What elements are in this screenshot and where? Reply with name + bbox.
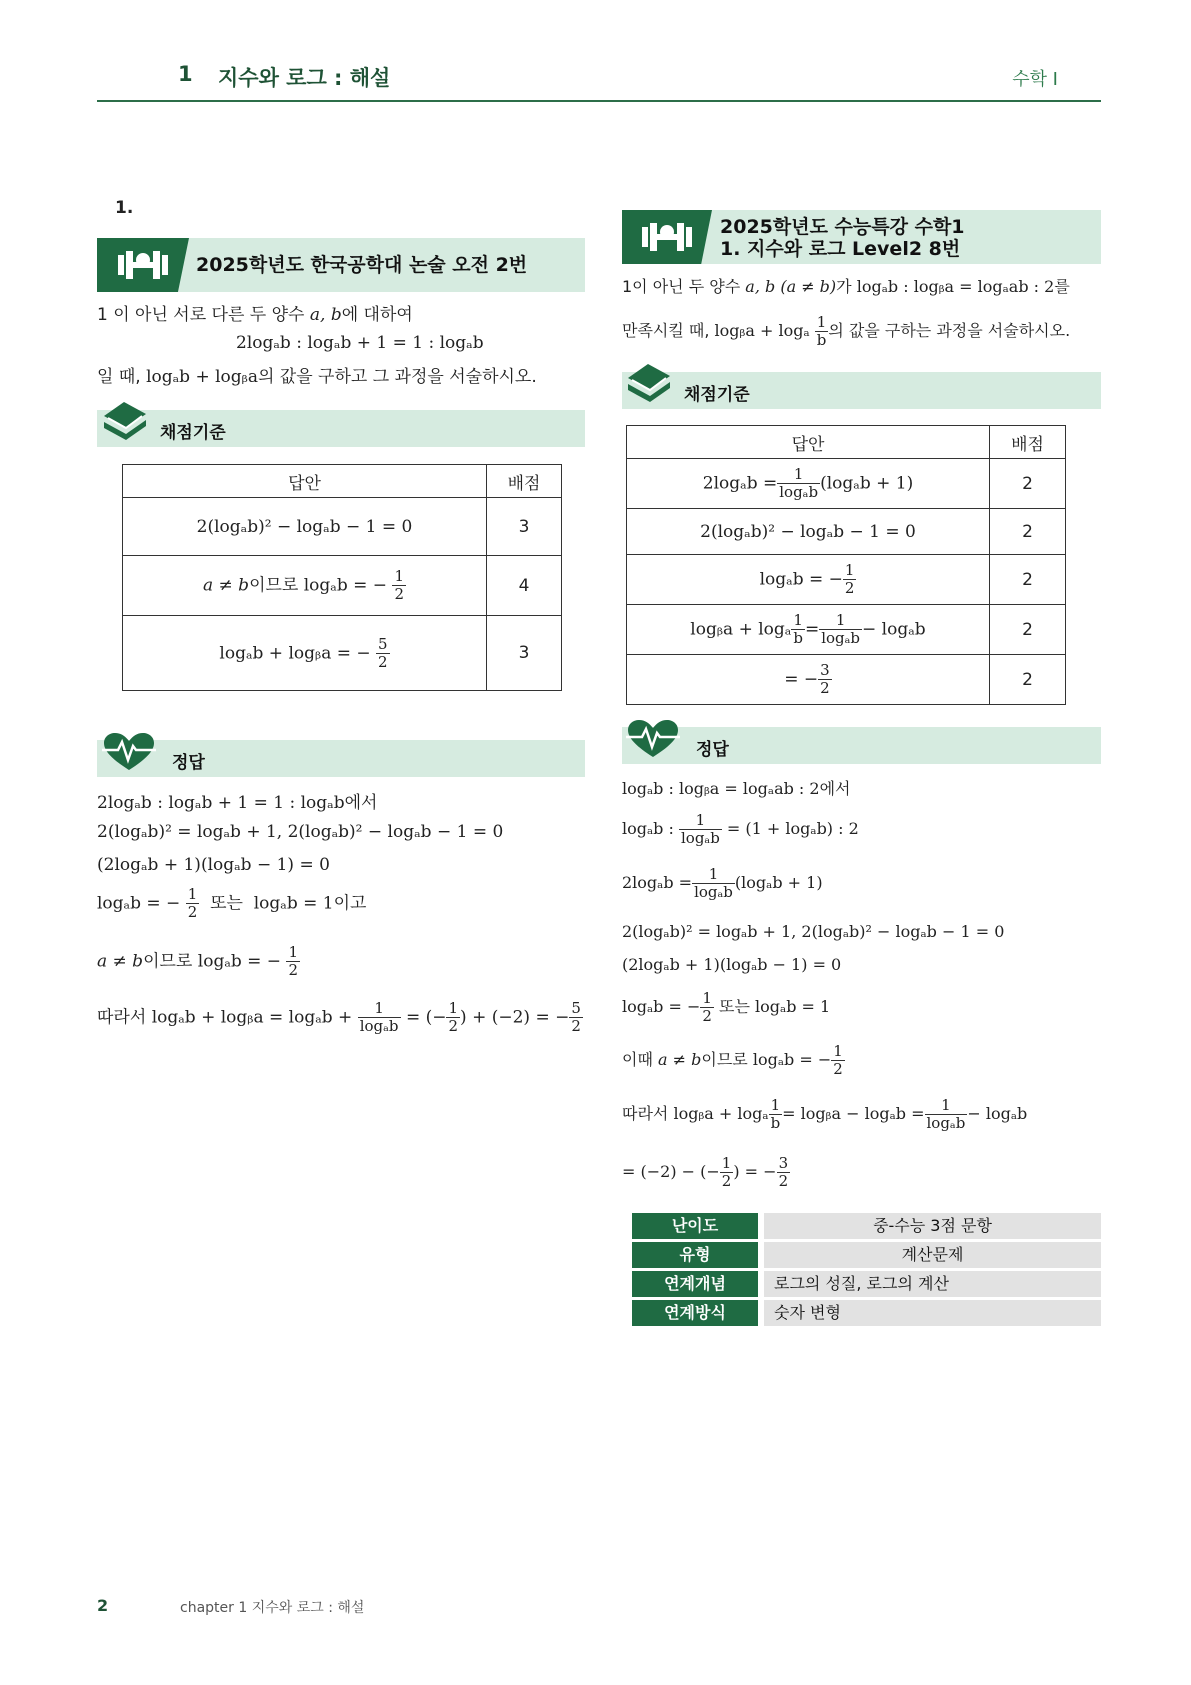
math: logᵦa + logₐ xyxy=(690,619,792,640)
info-row-concept xyxy=(632,1271,1101,1297)
math: logₐb : logᵦa = logₐab : 2 xyxy=(622,779,820,798)
text: 를 xyxy=(1054,277,1070,296)
numerator: 1 xyxy=(448,999,459,1017)
table-row xyxy=(627,555,1066,605)
table-cell xyxy=(123,556,487,616)
text: 또는 xyxy=(719,997,750,1016)
numerator: 1 xyxy=(692,866,735,884)
fraction xyxy=(358,1000,401,1035)
math: (logₐb + 1) xyxy=(820,473,914,494)
info-row-difficulty xyxy=(632,1213,1101,1239)
fraction xyxy=(446,1000,460,1035)
denominator: 2 xyxy=(820,679,830,697)
right-banner-title xyxy=(720,216,965,260)
heartbeat-icon xyxy=(100,732,158,776)
solution-line: 2(logₐb)² = logₐb + 1, 2(logₐb)² − logₐb − 1 = 0 xyxy=(97,822,504,842)
solution-line xyxy=(622,812,859,847)
table-cell xyxy=(627,459,990,509)
text: 에 대하여 xyxy=(341,305,413,325)
math: logₐb + logᵦa = logₐb + xyxy=(151,1007,353,1028)
denominator: 2 xyxy=(288,961,299,979)
fraction xyxy=(376,636,390,671)
denominator: 2 xyxy=(844,579,855,597)
math: ) = − xyxy=(733,1162,777,1181)
text: 이므로 xyxy=(249,575,299,596)
math: logₐb + logᵦa = − xyxy=(219,643,371,663)
solution-line xyxy=(622,990,830,1025)
numerator: 1 xyxy=(844,561,855,579)
denominator: logₐb xyxy=(680,829,720,847)
numerator: 3 xyxy=(778,1154,789,1172)
info-key: 연계방식 xyxy=(632,1300,758,1326)
text: 가 xyxy=(836,277,852,296)
denominator: 2 xyxy=(378,652,388,671)
table-header: 답안 xyxy=(123,465,487,498)
table-cell xyxy=(627,605,990,655)
text: 이때 xyxy=(622,1050,653,1069)
left-criteria-title: 채점기준 xyxy=(160,423,226,443)
solution-line: (2logₐb + 1)(logₐb − 1) = 0 xyxy=(622,955,842,974)
table-cell: 2 xyxy=(990,555,1066,605)
math: logₐb + logᵦa xyxy=(146,367,258,387)
table-cell xyxy=(627,655,990,705)
solution-line xyxy=(97,944,300,979)
math: 2logₐb : logₐb + 1 = 1 : logₐb xyxy=(97,793,345,813)
table-cell: 2 xyxy=(990,655,1066,705)
fraction xyxy=(569,1000,583,1035)
solution-line xyxy=(622,1043,845,1078)
solution-line: (2logₐb + 1)(logₐb − 1) = 0 xyxy=(97,855,330,875)
table-header: 배점 xyxy=(990,426,1066,459)
math: = − xyxy=(784,669,819,690)
subject-label: 수학 Ⅰ xyxy=(1012,69,1058,90)
numerator: 1 xyxy=(288,943,299,961)
denominator: logₐb xyxy=(821,629,861,647)
text: 따라서 xyxy=(97,1007,147,1028)
table-cell: 3 xyxy=(487,616,562,691)
info-key: 연계개념 xyxy=(632,1271,758,1297)
left-problem-equation: 2logₐb : logₐb + 1 = 1 : logₐb xyxy=(236,333,484,353)
denominator: 2 xyxy=(571,1017,581,1035)
info-key: 난이도 xyxy=(632,1213,758,1239)
table-header: 답안 xyxy=(627,426,990,459)
denominator: 2 xyxy=(778,1172,789,1190)
fraction xyxy=(700,990,714,1025)
fraction xyxy=(815,314,829,349)
table-row xyxy=(627,509,1066,555)
math: a, b (a ≠ b) xyxy=(745,277,837,296)
fraction xyxy=(791,612,805,647)
denominator: b xyxy=(793,629,803,647)
table-cell: 3 xyxy=(487,498,562,556)
book-icon xyxy=(100,398,150,448)
math: 2logₐb = xyxy=(702,473,778,494)
page-number: 2 xyxy=(97,1596,109,1615)
math: logₐb = − xyxy=(622,997,701,1016)
info-key: 유형 xyxy=(632,1242,758,1268)
numerator: 1 xyxy=(187,885,198,903)
fraction xyxy=(720,1155,734,1190)
denominator: 2 xyxy=(721,1172,732,1190)
denominator: 2 xyxy=(833,1060,843,1078)
left-grading-table xyxy=(122,464,562,691)
right-problem-line1 xyxy=(622,272,1070,302)
right-answer-band xyxy=(622,727,1101,764)
math: = xyxy=(804,619,820,640)
text: 따라서 xyxy=(622,1104,669,1123)
solution-line xyxy=(622,866,823,901)
numerator: 1 xyxy=(777,466,820,484)
left-problem-line1 xyxy=(97,300,413,330)
math: logₐb = 1 xyxy=(755,997,831,1016)
dumbbell-icon xyxy=(97,238,189,292)
numerator: 5 xyxy=(571,999,581,1017)
footer-text: chapter 1 지수와 로그 : 해설 xyxy=(180,1600,365,1616)
info-value: 중-수능 3점 문항 xyxy=(764,1213,1101,1239)
denominator: logₐb xyxy=(359,1017,399,1035)
table-cell: 4 xyxy=(487,556,562,616)
numerator: 1 xyxy=(702,989,712,1007)
info-value: 계산문제 xyxy=(764,1242,1101,1268)
solution-line xyxy=(622,776,851,799)
math: ) + (−2) = − xyxy=(460,1007,570,1028)
solution-line xyxy=(97,886,366,921)
numerator: 1 xyxy=(925,1097,968,1115)
table-cell: 2(logₐb)² − logₐb − 1 = 0 xyxy=(627,509,990,555)
solution-line xyxy=(97,1000,583,1035)
denominator: 2 xyxy=(448,1017,459,1035)
text: 일 때, xyxy=(97,367,141,387)
numerator: 1 xyxy=(358,1000,401,1018)
table-cell xyxy=(123,616,487,691)
dumbbell-icon xyxy=(622,210,712,264)
right-grading-table xyxy=(626,425,1066,705)
solution-line: 2(logₐb)² = logₐb + 1, 2(logₐb)² − logₐb − 1 = 0 xyxy=(622,922,1005,941)
math: logₐb : xyxy=(622,819,674,838)
info-row-type xyxy=(632,1242,1101,1268)
table-row xyxy=(627,459,1066,509)
left-banner xyxy=(97,238,585,292)
book-icon xyxy=(624,360,674,410)
fraction xyxy=(777,1155,791,1190)
text: 이므로 xyxy=(701,1050,748,1069)
left-banner-title: 2025학년도 한국공학대 논술 오전 2번 xyxy=(196,254,528,276)
table-row xyxy=(627,605,1066,655)
text: 에서 xyxy=(344,793,378,813)
fraction xyxy=(692,866,735,901)
banner-line: 1. 지수와 로그 Level2 8번 xyxy=(720,238,961,260)
numerator: 1 xyxy=(394,567,404,585)
right-answer-title: 정답 xyxy=(696,740,729,760)
numerator: 1 xyxy=(791,612,805,630)
math: logₐb = − xyxy=(752,1050,832,1069)
chapter-title: 지수와 로그 : 해설 xyxy=(218,66,391,90)
math: 2logₐb = xyxy=(622,873,693,892)
denominator: logₐb xyxy=(779,483,819,501)
text: 1이 아닌 두 양수 xyxy=(622,277,741,296)
right-banner xyxy=(622,210,1101,264)
numerator: 1 xyxy=(819,612,862,630)
fraction xyxy=(777,466,820,501)
numerator: 1 xyxy=(769,1097,783,1115)
math: − logₐb xyxy=(967,1104,1028,1123)
denominator: 2 xyxy=(187,903,198,921)
fraction xyxy=(392,568,406,603)
table-row xyxy=(627,655,1066,705)
text: 만족시킬 때, xyxy=(622,321,710,340)
numerator: 1 xyxy=(679,812,722,830)
table-row xyxy=(123,556,562,616)
table-header: 배점 xyxy=(487,465,562,498)
fraction xyxy=(843,562,857,597)
math: a ≠ b xyxy=(658,1050,702,1069)
fraction xyxy=(831,1043,845,1078)
table-cell xyxy=(627,555,990,605)
denominator: b xyxy=(816,331,827,349)
numerator: 1 xyxy=(721,1154,732,1172)
header-rule xyxy=(97,100,1101,102)
text: 의 값을 구하는 과정을 서술하시오. xyxy=(828,321,1071,340)
banner-line: 2025학년도 수능특강 수학1 xyxy=(720,216,965,238)
right-problem-line2 xyxy=(622,314,1070,349)
denominator: b xyxy=(770,1114,781,1132)
text: 또는 xyxy=(210,893,243,914)
table-cell: 2 xyxy=(990,509,1066,555)
left-answer-title: 정답 xyxy=(172,753,205,773)
numerator: 3 xyxy=(820,661,830,679)
solution-line xyxy=(622,1155,790,1190)
text: 에서 xyxy=(819,779,851,798)
math: a ≠ b xyxy=(202,575,250,596)
fraction xyxy=(769,1097,783,1132)
math: = (−2) − (− xyxy=(622,1162,720,1181)
math: − logₐb xyxy=(862,619,926,640)
text: 의 값을 구하고 그 과정을 서술하시오. xyxy=(257,367,537,387)
math: (logₐb + 1) xyxy=(734,873,823,892)
info-value: 로그의 성질, 로그의 계산 xyxy=(764,1271,1101,1297)
table-row xyxy=(123,616,562,691)
math: logᵦa + logₐ xyxy=(714,321,810,340)
math: = logᵦa − logₐb = xyxy=(782,1104,925,1123)
denominator: 2 xyxy=(702,1007,712,1025)
left-answer-band xyxy=(97,740,585,777)
fraction xyxy=(186,886,200,921)
math: a, b xyxy=(309,305,342,325)
denominator: 2 xyxy=(394,585,404,603)
left-problem-line2 xyxy=(97,362,537,392)
text: 이고 xyxy=(333,893,367,914)
math: = (− xyxy=(405,1007,447,1028)
table-row xyxy=(123,498,562,556)
math: = (1 + logₐb) : 2 xyxy=(726,819,859,838)
numerator: 1 xyxy=(815,314,829,332)
text: 이므로 xyxy=(143,951,193,972)
fraction xyxy=(819,612,862,647)
table-cell: 2 xyxy=(990,459,1066,509)
table-cell: 2(logₐb)² − logₐb − 1 = 0 xyxy=(123,498,487,556)
math: logₐb = − xyxy=(197,951,282,972)
text: 1 이 아닌 서로 다른 두 양수 xyxy=(97,305,305,325)
math: logₐb : logᵦa = logₐab : 2 xyxy=(856,277,1055,296)
numerator: 1 xyxy=(833,1042,843,1060)
fraction xyxy=(925,1097,968,1132)
denominator: logₐb xyxy=(694,883,733,901)
chapter-number: 1 xyxy=(178,62,193,86)
problem-number: 1. xyxy=(115,198,134,218)
fraction xyxy=(679,812,722,847)
math: logₐb = − xyxy=(97,893,181,914)
solution-line xyxy=(97,788,377,813)
math: logₐb = − xyxy=(759,569,843,590)
heartbeat-icon xyxy=(624,719,682,763)
math: logₐb = 1 xyxy=(253,893,334,914)
fraction xyxy=(286,944,300,979)
numerator: 5 xyxy=(378,634,388,653)
solution-line xyxy=(622,1097,1027,1132)
table-cell: 2 xyxy=(990,605,1066,655)
info-value: 숫자 변형 xyxy=(764,1300,1101,1326)
right-criteria-title: 채점기준 xyxy=(684,385,750,405)
math: logᵦa + logₐ xyxy=(673,1104,769,1123)
info-row-method xyxy=(632,1300,1101,1326)
fraction xyxy=(818,662,832,697)
denominator: logₐb xyxy=(926,1114,966,1132)
math: a ≠ b xyxy=(97,951,144,972)
math: logₐb = − xyxy=(303,575,388,596)
